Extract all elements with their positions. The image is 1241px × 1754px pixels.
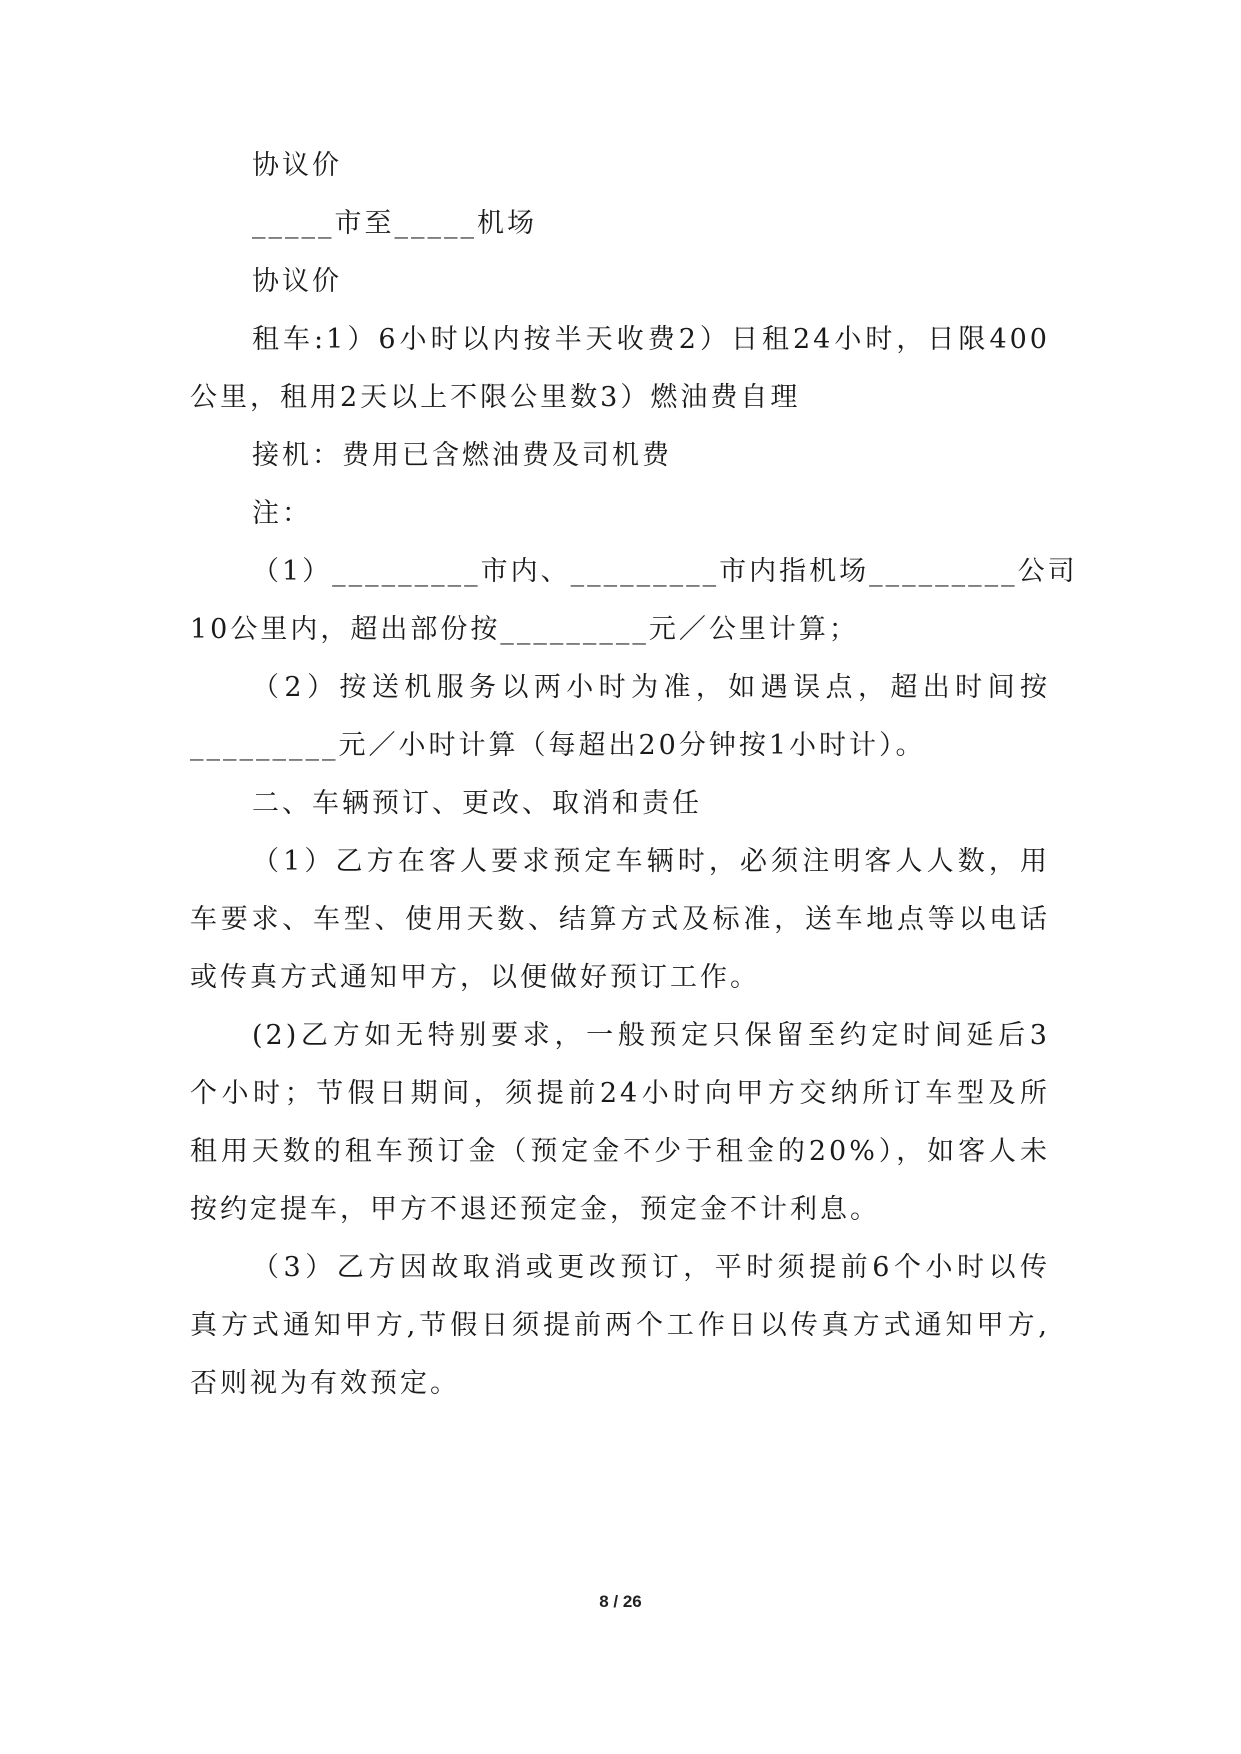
section-heading-booking: 二、车辆预订、更改、取消和责任 xyxy=(252,788,702,819)
text-line-clause-1-cont: 车要求、车型、使用天数、结算方式及标准，送车地点等以电话 xyxy=(190,904,1050,935)
text-line-airport-route: _____市至_____机场 xyxy=(252,208,537,239)
text-line-note-2: （2）按送机服务以两小时为准，如遇误点，超出时间按 xyxy=(252,672,1050,703)
text-line-clause-3: （3）乙方因故取消或更改预订，平时须提前6个小时以传 xyxy=(252,1252,1050,1283)
text-line-note-1-cont: 10公里内，超出部份按_________元／公里计算； xyxy=(190,614,859,645)
text-line-clause-3-end: 否则视为有效预定。 xyxy=(190,1368,460,1399)
text-line-price-1: 协议价 xyxy=(252,150,342,181)
text-line-clause-2: (2)乙方如无特别要求，一般预定只保留至约定时间延后3 xyxy=(252,1020,1050,1051)
text-line-pickup: 接机：费用已含燃油费及司机费 xyxy=(252,440,672,471)
text-line-clause-2-end: 按约定提车，甲方不退还预定金，预定金不计利息。 xyxy=(190,1194,880,1225)
page-number: 8 / 26 xyxy=(599,1592,642,1611)
text-line-clause-2-cont: 个小时；节假日期间，须提前24小时向甲方交纳所订车型及所 xyxy=(190,1078,1050,1109)
text-line-clause-3-cont: 真方式通知甲方,节假日须提前两个工作日以传真方式通知甲方, xyxy=(190,1310,1050,1341)
text-line-clause-1: （1）乙方在客人要求预定车辆时，必须注明客人人数，用 xyxy=(252,846,1050,877)
text-line-note-1: （1）_________市内、_________市内指机场_________公司 xyxy=(252,556,1078,587)
text-line-clause-1-end: 或传真方式通知甲方，以便做好预订工作。 xyxy=(190,962,760,993)
text-line-rental-terms-cont: 公里，租用2天以上不限公里数3）燃油费自理 xyxy=(190,382,801,413)
text-line-note-2-cont: _________元／小时计算（每超出20分钟按1小时计）。 xyxy=(190,730,926,761)
text-line-clause-2-cont-2: 租用天数的租车预订金（预定金不少于租金的20%），如客人未 xyxy=(190,1136,1050,1167)
text-line-price-2: 协议价 xyxy=(252,266,342,297)
text-line-rental-terms: 租车:1）6小时以内按半天收费2）日租24小时，日限400 xyxy=(252,324,1050,355)
text-line-note-heading: 注： xyxy=(252,498,312,529)
